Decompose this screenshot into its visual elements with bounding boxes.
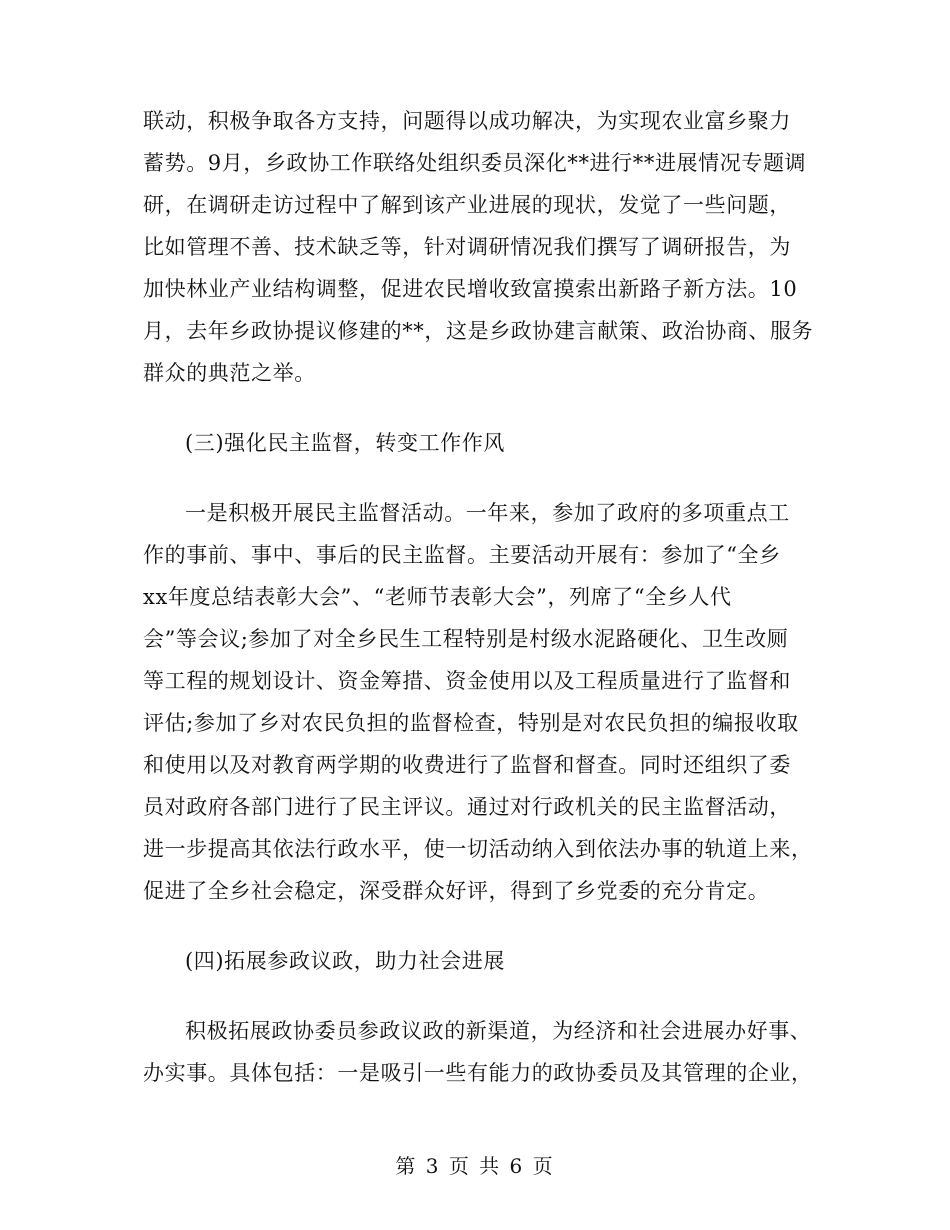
text-line: 作的事前、事中、事后的民主监督。主要活动开展有：参加了“全乡 xyxy=(143,543,781,567)
section-heading xyxy=(143,940,813,982)
paragraph-gap xyxy=(143,982,813,1010)
section-heading xyxy=(143,422,813,464)
text-line: 评估;参加了乡对农民负担的监督检查，特别是对农民负担的编报收取 xyxy=(143,711,799,735)
text-line: 一是积极开展民主监督活动。一年来，参加了政府的多项重点工 xyxy=(185,501,790,525)
text-line: 员对政府各部门进行了民主评议。通过对行政机关的民主监督活动， xyxy=(143,795,791,819)
text-line: 蓄势。9月，乡政协工作联络处组织委员深化**进行**进展情况专题调 xyxy=(143,151,807,175)
text-line: 进一步提高其依法行政水平，使一切活动纳入到依法办事的轨道上来， xyxy=(143,837,813,861)
text-line: 加快林业产业结构调整，促进农民增收致富摸索出新路子新方法。10 xyxy=(143,277,798,301)
text-line: 研，在调研走访过程中了解到该产业进展的现状，发觉了一些问题， xyxy=(143,193,791,217)
text-line: 月，去年乡政协提议修建的**，这是乡政协建言献策、政治协商、服务 xyxy=(143,319,814,343)
page-number-footer: 第 3 页 共 6 页 xyxy=(395,1154,555,1178)
text-line: 群众的典范之举。 xyxy=(143,361,316,385)
text-line: 办实事。具体包括：一是吸引一些有能力的政协委员及其管理的企业， xyxy=(143,1061,813,1085)
paragraph xyxy=(143,1010,813,1094)
text-line: 积极拓展政协委员参政议政的新渠道，为经济和社会进展办好事、 xyxy=(185,1019,812,1043)
text-line: 促进了全乡社会稳定，深受群众好评，得到了乡党委的充分肯定。 xyxy=(143,879,770,903)
paragraph-gap xyxy=(143,464,813,492)
text-line: 和使用以及对教育两学期的收费进行了监督和督查。同时还组织了委 xyxy=(143,753,791,777)
paragraph xyxy=(143,100,813,394)
paragraph-gap xyxy=(143,394,813,422)
document-body xyxy=(143,100,813,1094)
heading-text: (四)拓展参政议政，助力社会进展 xyxy=(185,949,505,973)
paragraph xyxy=(143,492,813,912)
text-line: 等工程的规划设计、资金筹措、资金使用以及工程质量进行了监督和 xyxy=(143,669,791,693)
text-line: 会”等会议;参加了对全乡民生工程特别是村级水泥路硬化、卫生改厕 xyxy=(143,627,789,651)
text-line: 联动，积极争取各方支持，问题得以成功解决，为实现农业富乡聚力 xyxy=(143,109,791,133)
heading-text: (三)强化民主监督，转变工作作风 xyxy=(185,431,505,455)
paragraph-gap xyxy=(143,912,813,940)
text-line: xx年度总结表彰大会”、“老师节表彰大会”，列席了“全乡人代 xyxy=(143,585,732,609)
text-line: 比如管理不善、技术缺乏等，针对调研情况我们撰写了调研报告，为 xyxy=(143,235,791,259)
